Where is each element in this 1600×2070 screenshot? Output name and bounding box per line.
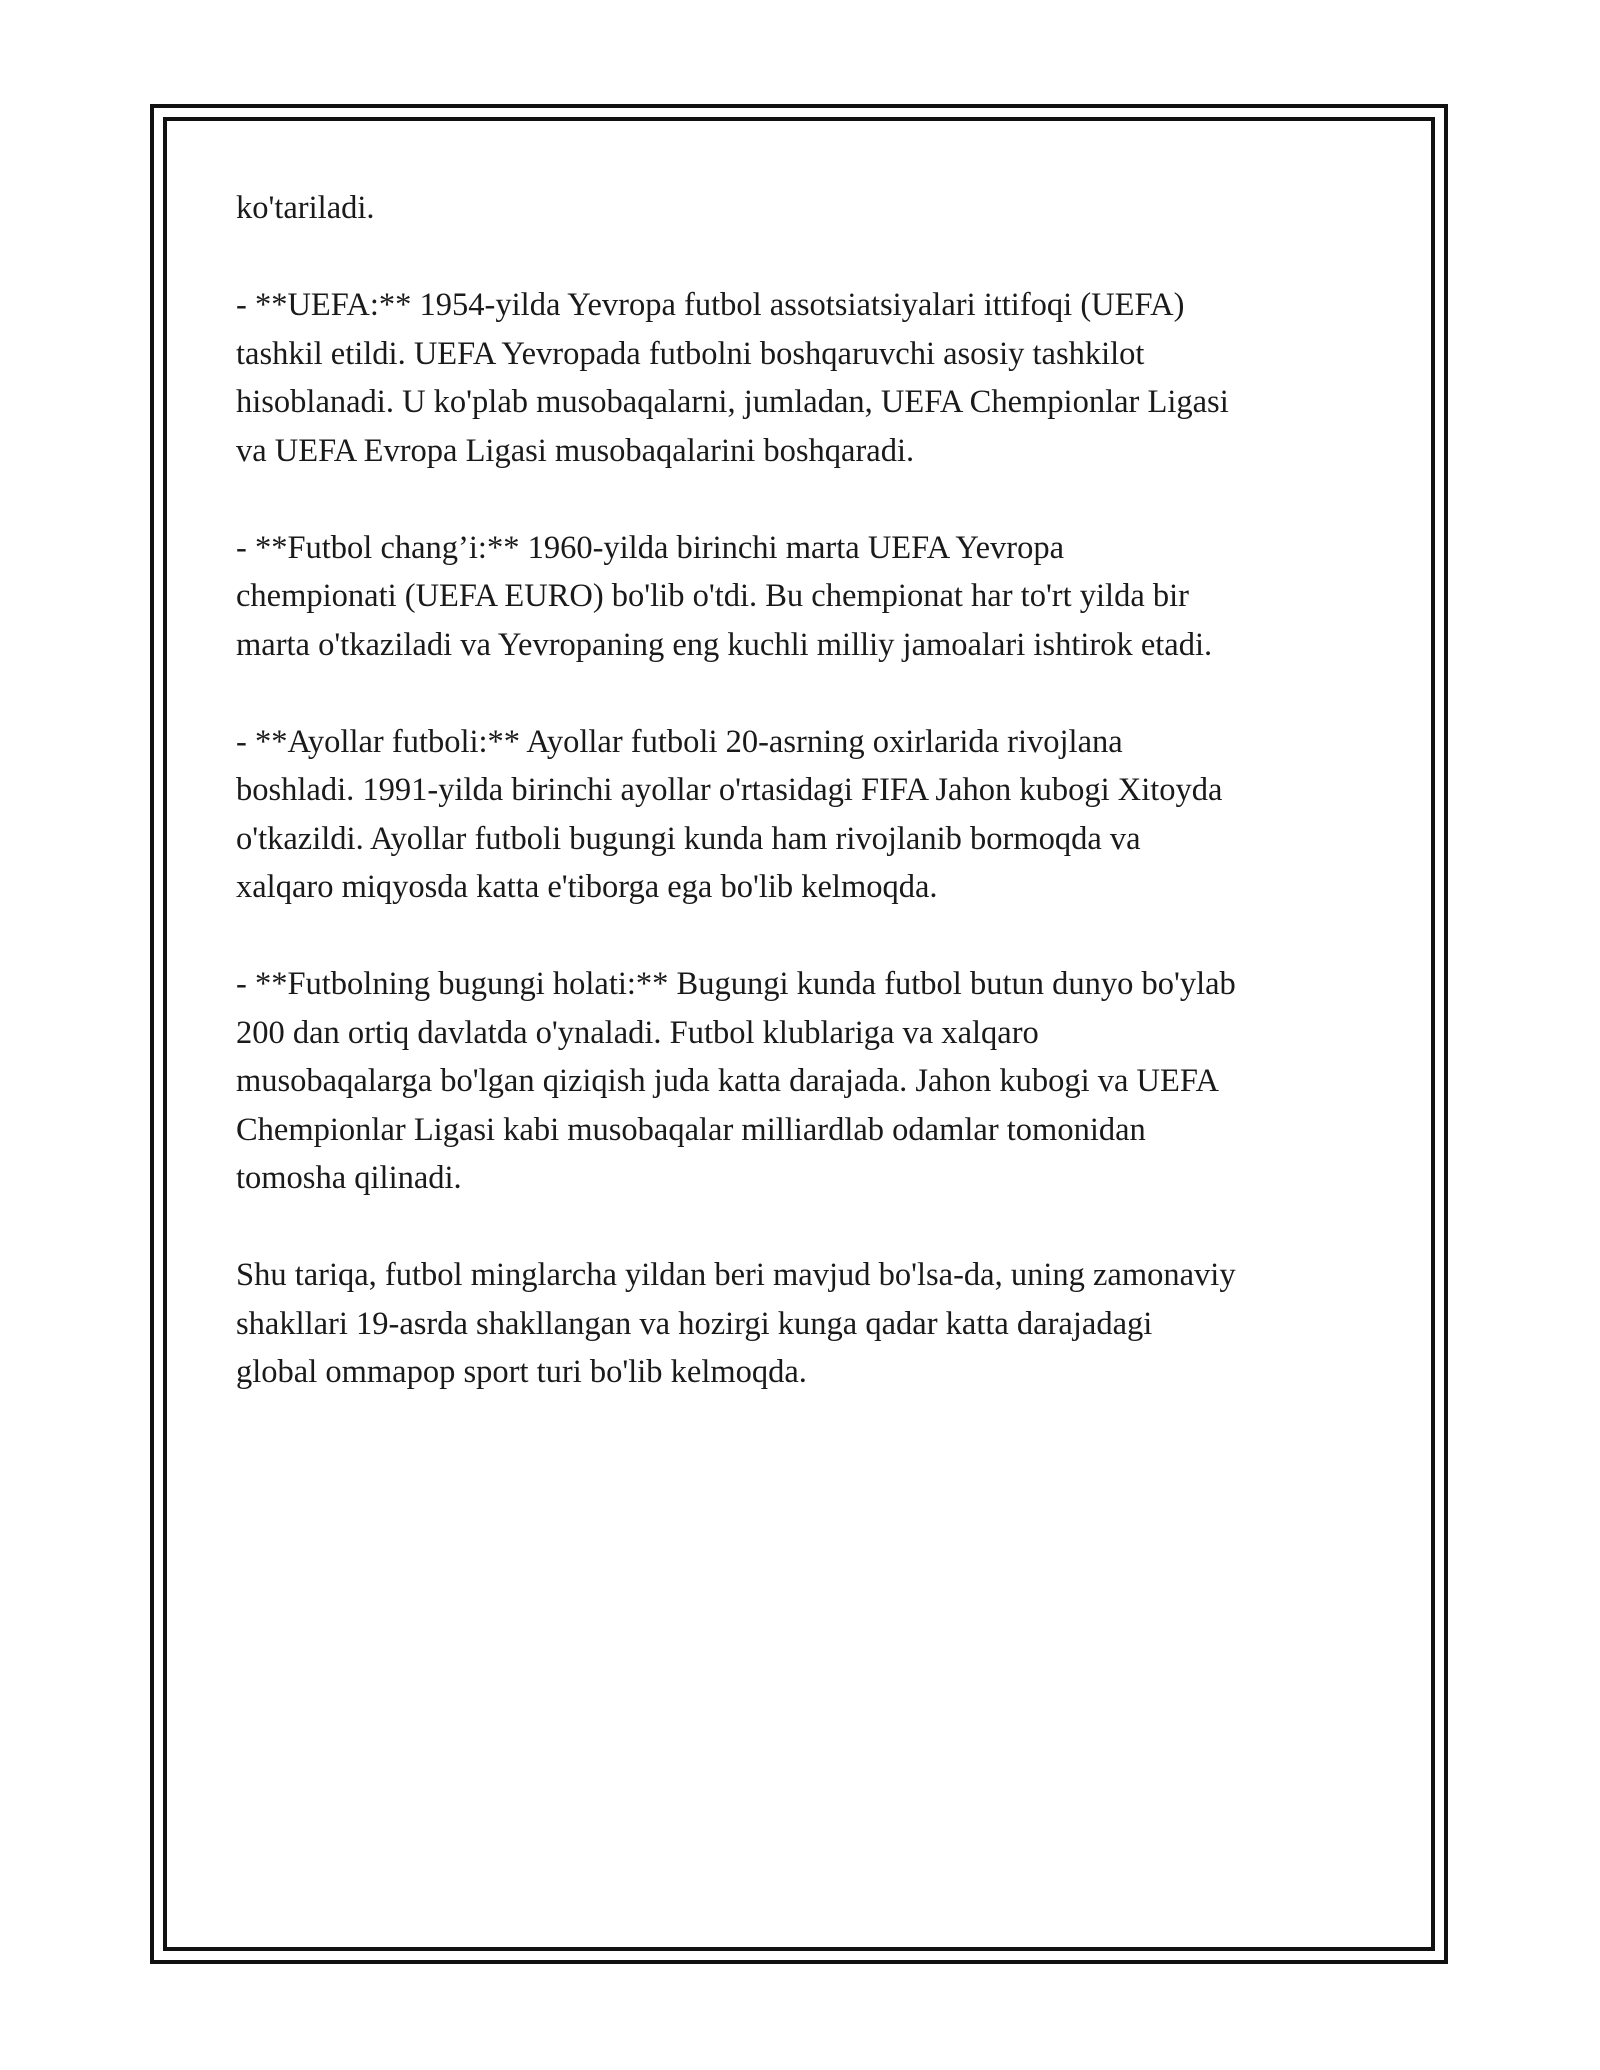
- text-line: global ommapop sport turi bo'lib kelmoqda.: [236, 1354, 807, 1390]
- text-line: boshladi. 1991-yilda birinchi ayollar o'rtasidagi FIFA Jahon kubogi Xitoyda: [236, 772, 1223, 808]
- text-line: Shu tariqa, futbol minglarcha yildan beri mavjud bo'lsa-da, uning zamonaviy: [236, 1257, 1236, 1293]
- text-line: va UEFA Evropa Ligasi musobaqalarini boshqaradi.: [236, 432, 915, 469]
- text-line: marta o'tkaziladi va Yevropaning eng kuchli milliy jamoalari ishtirok etadi.: [236, 626, 1213, 663]
- text-line: tashkil etildi. UEFA Yevropada futbolni boshqaruvchi asosiy tashkilot: [236, 335, 1145, 372]
- paragraph-uefa: [236, 281, 1376, 475]
- text-line: ko'tariladi.: [236, 190, 375, 226]
- text-line: - **Futbol chang’i:** 1960-yilda birinchi marta UEFA Yevropa: [236, 529, 1065, 566]
- paragraph-womens-football: [236, 718, 1376, 912]
- text-line: tomosha qilinadi.: [236, 1160, 462, 1196]
- text-line: chempionati (UEFA EURO) bo'lib o'tdi. Bu chempionat har to'rt yilda bir: [236, 578, 1189, 614]
- text-line: - **UEFA:** 1954-yilda Yevropa futbol assotsiatsiyalari ittifoqi (UEFA): [236, 287, 1185, 323]
- text-line: hisoblanadi. U ko'plab musobaqalarni, jumladan, UEFA Chempionlar Ligasi: [236, 384, 1229, 420]
- text-line: shakllari 19-asrda shakllangan va hozirgi kunga qadar katta darajadagi: [236, 1305, 1153, 1342]
- paragraph-conclusion: [236, 1251, 1376, 1397]
- text-line: - **Futbolning bugungi holati:** Bugungi kunda futbol butun dunyo bo'ylab: [236, 966, 1236, 1002]
- text-line: o'tkazildi. Ayollar futboli bugungi kunda ham rivojlanib bormoqda va: [236, 820, 1141, 857]
- paragraph-euro: [236, 524, 1376, 670]
- text-line: 200 dan ortiq davlatda o'ynaladi. Futbol klublariga va xalqaro: [236, 1014, 1039, 1051]
- document-body: [236, 184, 1376, 1445]
- text-line: Chempionlar Ligasi kabi musobaqalar milliardlab odamlar tomonidan: [236, 1111, 1146, 1148]
- text-line: xalqaro miqyosda katta e'tiborga ega bo'lib kelmoqda.: [236, 869, 938, 905]
- text-line: - **Ayollar futboli:** Ayollar futboli 20-asrning oxirlarida rivojlana: [236, 723, 1123, 760]
- paragraph-current-state: [236, 960, 1376, 1203]
- paragraph-continuation: [236, 184, 1376, 233]
- text-line: musobaqalarga bo'lgan qiziqish juda katta darajada. Jahon kubogi va UEFA: [236, 1063, 1220, 1099]
